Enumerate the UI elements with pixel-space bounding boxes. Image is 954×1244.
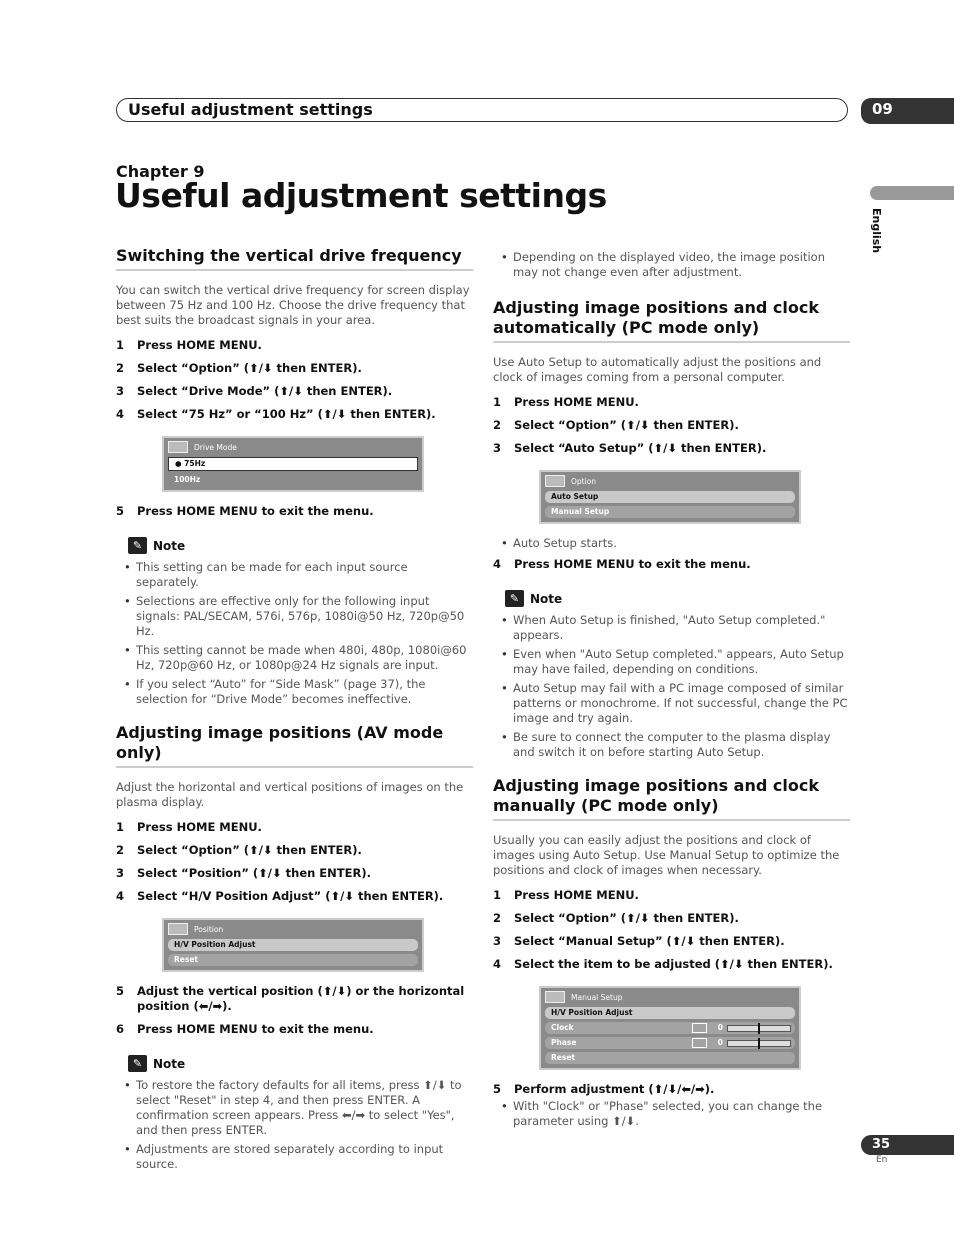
phase-value: 0 <box>717 1038 723 1047</box>
clock-value: 0 <box>717 1023 723 1032</box>
section-intro: Adjust the horizontal and vertical positions of images on the plasma display. <box>116 780 464 809</box>
note-item: • Even when "Auto Setup completed." appears, Auto Setup may have failed, depending on conditions. <box>493 647 850 677</box>
note-item: • Auto Setup may fail with a PC image composed of similar patterns or monochrome. If not successful, change the PC image and try again. <box>493 681 850 726</box>
step-text: Select “75 Hz” or “100 Hz” (⬆/⬇ then ENTER). <box>137 407 436 421</box>
step-number: 5 <box>493 1082 502 1096</box>
step <box>116 843 473 858</box>
screen-row-reset: Reset <box>545 1052 795 1064</box>
step-text: Select “Manual Setup” (⬆/⬇ then ENTER). <box>514 934 785 948</box>
section-intro: Use Auto Setup to automatically adjust the positions and clock of images coming from a personal computer. <box>493 355 822 384</box>
step-text: Select the item to be adjusted (⬆/⬇ then ENTER). <box>514 957 833 971</box>
step <box>116 407 473 422</box>
step-number: 2 <box>116 843 125 857</box>
page-title: Useful adjustment settings <box>115 176 607 215</box>
step-number: 5 <box>116 504 125 518</box>
chapter-tab-number: 09 <box>872 100 893 118</box>
step <box>116 984 473 1014</box>
step-text: Select “Option” (⬆/⬇ then ENTER). <box>137 361 362 375</box>
screen-caption: Position <box>194 924 224 934</box>
step <box>493 957 850 972</box>
step-number: 1 <box>116 820 125 834</box>
note-heading: ✎ Note <box>505 590 850 607</box>
screen-row-100hz: 100Hz <box>174 475 201 484</box>
step-text: Press HOME MENU. <box>514 888 639 902</box>
note-item: • This setting can be made for each input source separately. <box>116 560 473 590</box>
clock-slider <box>727 1025 791 1032</box>
step <box>116 384 473 399</box>
step-number: 3 <box>116 384 125 398</box>
step-number: 4 <box>493 957 502 971</box>
step-text: Select “Drive Mode” (⬆/⬇ then ENTER). <box>137 384 393 398</box>
tv-icon <box>168 923 188 935</box>
step <box>493 911 850 926</box>
screen-row-phase: Phase 0 <box>545 1037 795 1049</box>
step-number: 3 <box>493 441 502 455</box>
section-heading: Switching the vertical drive frequency <box>116 246 473 271</box>
note-item: • To restore the factory defaults for all items, press ⬆/⬇ to select "Reset" in step 4, and then press ENTER. A confirmation screen appears. Press ⬅/➡ to select "Yes", and then press ENTER. <box>116 1078 473 1138</box>
step-text: Select “Option” (⬆/⬇ then ENTER). <box>514 418 739 432</box>
page-number: 35 <box>872 1137 891 1152</box>
step-text: Adjust the vertical position (⬆/⬇) or the horizontal position (⬅/➡). <box>137 984 465 1013</box>
step <box>116 1022 473 1037</box>
position-screen <box>162 918 424 972</box>
screen-row-clock: Clock 0 <box>545 1022 795 1034</box>
step-text: Select “Option” (⬆/⬇ then ENTER). <box>137 843 362 857</box>
step-number: 6 <box>116 1022 125 1036</box>
screen-row-manual-setup: Manual Setup <box>545 506 795 518</box>
step <box>116 866 473 881</box>
drive-mode-screen <box>162 436 424 492</box>
section-intro: Usually you can easily adjust the positions and clock of images using Auto Setup. Use Manual Setup to optimize the positions and clock of images when necessary. <box>493 833 840 877</box>
step-text: Select “H/V Position Adjust” (⬆/⬇ then ENTER). <box>137 889 444 903</box>
tv-icon <box>545 475 565 487</box>
step <box>116 361 473 376</box>
note-item: • Adjustments are stored separately according to input source. <box>116 1142 473 1172</box>
step <box>493 888 850 903</box>
screen-row-hv-position: H/V Position Adjust <box>168 939 418 951</box>
step-number: 2 <box>116 361 125 375</box>
step-text: Perform adjustment (⬆/⬇/⬅/➡). <box>514 1082 715 1096</box>
step <box>493 395 850 410</box>
section-heading: Adjusting image positions and clock automatically (PC mode only) <box>493 298 850 343</box>
step-number: 4 <box>493 557 502 571</box>
step <box>116 820 473 835</box>
step-number: 1 <box>493 395 502 409</box>
screen-caption: Option <box>571 476 597 486</box>
step-number: 2 <box>493 418 502 432</box>
step-number: 1 <box>493 888 502 902</box>
section-intro: You can switch the vertical drive frequency for screen display between 75 Hz and 100 Hz. Choose the drive frequency that best suits the broadcast signals in your area. <box>116 283 470 327</box>
step <box>116 338 473 353</box>
step-number: 4 <box>116 889 125 903</box>
tv-icon <box>168 441 188 453</box>
page-language-code: En <box>876 1155 888 1165</box>
screen-caption: Drive Mode <box>194 442 237 452</box>
screen-caption: Manual Setup <box>571 992 623 1002</box>
step <box>493 441 850 456</box>
step-number: 3 <box>493 934 502 948</box>
radio-dot-icon: ● <box>175 459 185 468</box>
step-text: Press HOME MENU to exit the menu. <box>137 504 374 518</box>
bullet-item: • Depending on the displayed video, the image position may not change even after adjustment. <box>493 250 850 280</box>
note-item: • When Auto Setup is finished, "Auto Setup completed." appears. <box>493 613 850 643</box>
phase-pattern-icon <box>692 1038 707 1048</box>
option-screen <box>539 470 801 524</box>
manual-setup-screen <box>539 986 801 1070</box>
clock-pattern-icon <box>692 1023 707 1033</box>
language-side-tab <box>870 186 954 200</box>
pencil-icon: ✎ <box>128 537 147 554</box>
phase-slider <box>727 1040 791 1047</box>
step-text: Select “Position” (⬆/⬇ then ENTER). <box>137 866 371 880</box>
language-side-label: English <box>870 208 883 254</box>
right-column <box>493 250 850 1133</box>
step-number: 1 <box>116 338 125 352</box>
left-column <box>116 246 473 1176</box>
chapter-label: Chapter 9 <box>116 162 205 181</box>
screen-row-reset: Reset <box>168 954 418 966</box>
step <box>493 418 850 433</box>
step-text: Press HOME MENU. <box>137 820 262 834</box>
bullet-item: • With "Clock" or "Phase" selected, you can change the parameter using ⬆/⬇. <box>493 1099 850 1129</box>
note-heading: ✎ Note <box>128 537 473 554</box>
step-number: 5 <box>116 984 125 998</box>
bullet-item: • Auto Setup starts. <box>493 536 850 551</box>
screen-row-hv-position: H/V Position Adjust <box>545 1007 795 1019</box>
note-item: • This setting cannot be made when 480i, 480p, 1080i@60 Hz, 720p@60 Hz, or 1080p@24 Hz signals are input. <box>116 643 473 673</box>
step-text: Select “Auto Setup” (⬆/⬇ then ENTER). <box>514 441 767 455</box>
step <box>116 889 473 904</box>
step <box>116 504 473 519</box>
note-item: • If you select “Auto” for “Side Mask” (page 37), the selection for “Drive Mode” becomes ineffective. <box>116 677 473 707</box>
pencil-icon: ✎ <box>128 1055 147 1072</box>
step-text: Press HOME MENU. <box>137 338 262 352</box>
step-number: 2 <box>493 911 502 925</box>
note-item: • Be sure to connect the computer to the plasma display and switch it on before starting Auto Setup. <box>493 730 850 760</box>
running-header-title: Useful adjustment settings <box>128 100 373 119</box>
pencil-icon: ✎ <box>505 590 524 607</box>
step-text: Press HOME MENU to exit the menu. <box>514 557 751 571</box>
step <box>493 557 850 572</box>
step-number: 4 <box>116 407 125 421</box>
step-number: 3 <box>116 866 125 880</box>
screen-row-75hz: ● 75Hz <box>168 457 418 471</box>
note-item: • Selections are effective only for the following input signals: PAL/SECAM, 576i, 576p, 1080i@50 Hz, 720p@50 Hz. <box>116 594 473 639</box>
section-heading: Adjusting image positions (AV mode only) <box>116 723 473 768</box>
step-text: Press HOME MENU to exit the menu. <box>137 1022 374 1036</box>
section-heading: Adjusting image positions and clock manually (PC mode only) <box>493 776 850 821</box>
tv-icon <box>545 991 565 1003</box>
step <box>493 934 850 949</box>
step-text: Press HOME MENU. <box>514 395 639 409</box>
screen-row-auto-setup: Auto Setup <box>545 491 795 503</box>
step <box>493 1082 850 1097</box>
step-text: Select “Option” (⬆/⬇ then ENTER). <box>514 911 739 925</box>
note-heading: ✎ Note <box>128 1055 473 1072</box>
